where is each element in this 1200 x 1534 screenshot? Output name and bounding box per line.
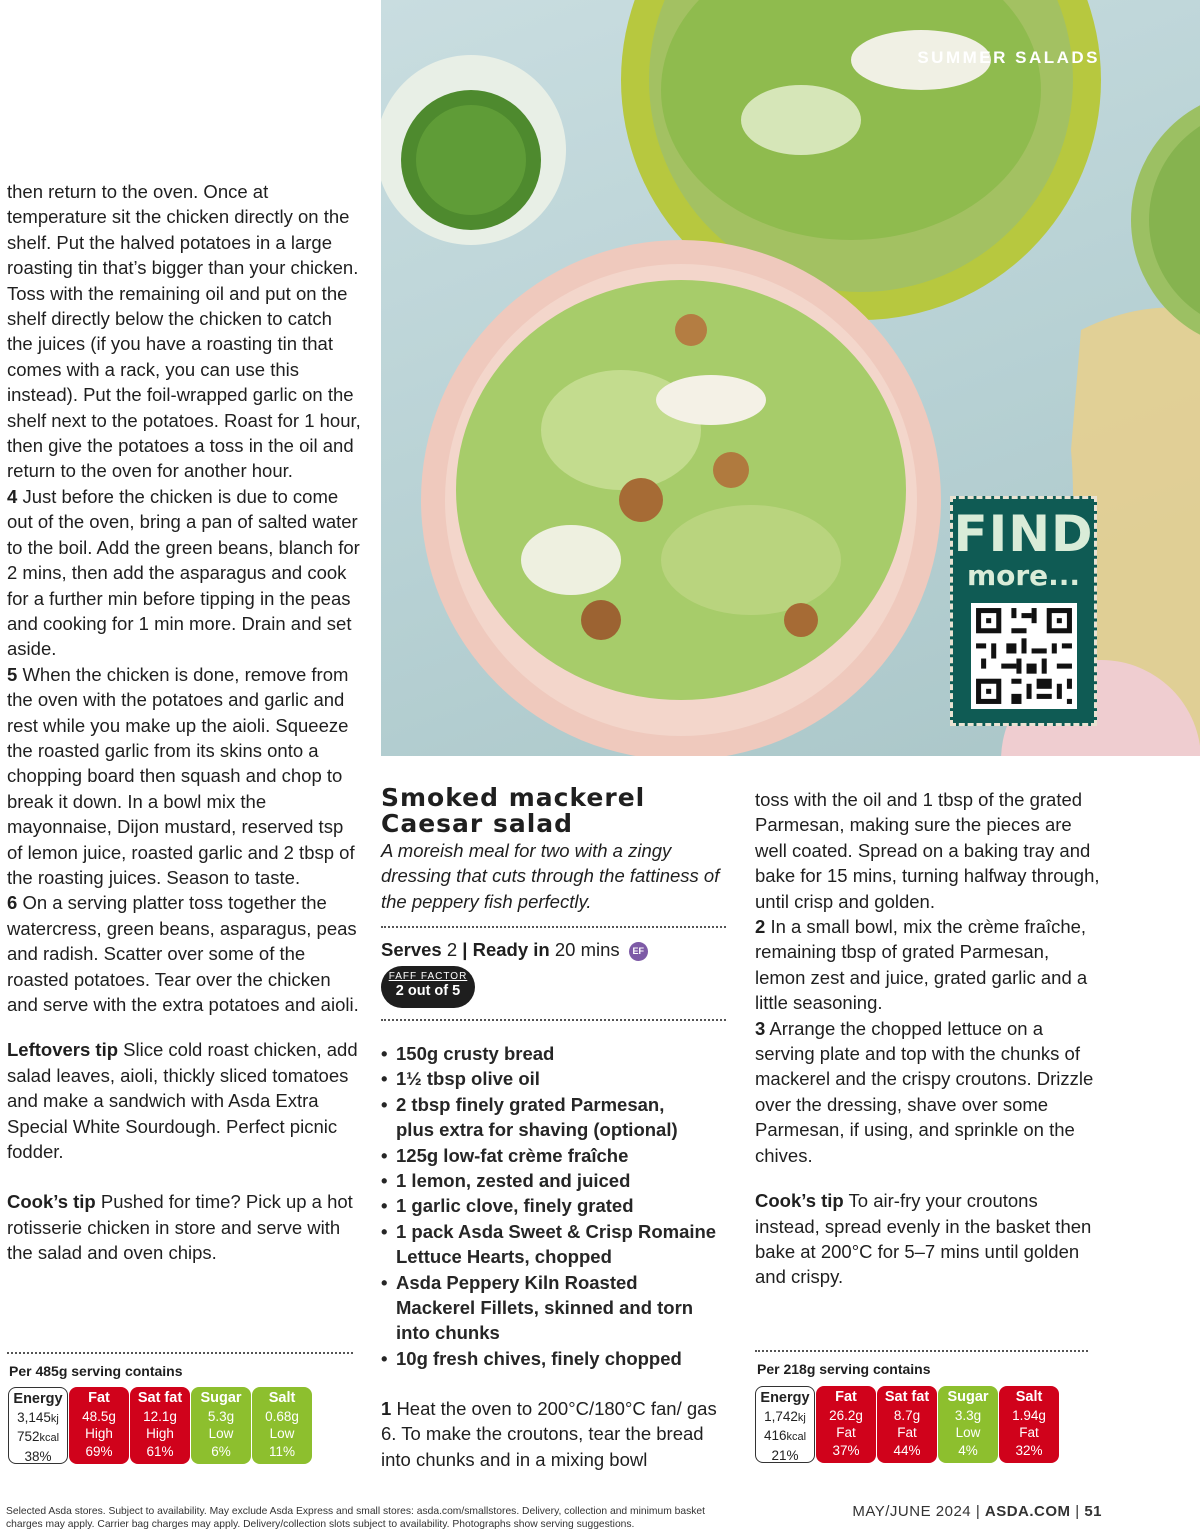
nutrition-title-right: Per 218g serving contains: [757, 1361, 931, 1377]
nutrition-level: High: [85, 1426, 113, 1441]
method-step-5: [7, 662, 362, 891]
nutrition-amount: 48.5g: [82, 1408, 116, 1424]
nutrition-label: Sugar: [200, 1390, 242, 1406]
nutrition-amount: 3.3g: [954, 1407, 982, 1423]
ef-badge-icon: EF: [629, 942, 648, 961]
step-number: 5: [7, 663, 18, 685]
nutrition-label: Fat: [835, 1389, 857, 1405]
nutrition-label: Sat fat: [884, 1389, 930, 1405]
method-step-3: [755, 1016, 1100, 1168]
nutrition-sat-fat: [877, 1386, 937, 1463]
nutrition-table-left: [8, 1387, 312, 1464]
step-number: 3: [755, 1017, 766, 1039]
list-item: • 125g low-fat crème fraîche: [381, 1143, 731, 1168]
energy-kcal: [9, 1428, 67, 1448]
nutrition-table-right: [755, 1386, 1059, 1463]
nutrition-energy: [8, 1387, 68, 1464]
step-number: 2: [755, 916, 766, 938]
nutrition-level: Low: [269, 1426, 295, 1441]
meta-separator: |: [462, 939, 468, 960]
list-item: • 2 tbsp finely grated Parmesan, plus extra for shaving (optional): [381, 1092, 686, 1143]
nutrition-label: Fat: [88, 1390, 110, 1406]
nutrition-pct: 61%: [146, 1443, 174, 1459]
method-continued: then return to the oven. Once at temperature sit the chicken directly on the shelf. Put the halved potatoes in a large roasting tin that’s bigger than your chicken. Toss with the remaining oil and put on the shelf directly below the chicken to catch the juices (if you have a roasting tin that comes with a rack, you can use this instead). Put the foil-wrapped garlic on the shelf next to the potatoes. Roast for 1 hour, then give the potatoes a toss in the oil and return to the oven for another hour.: [7, 181, 361, 482]
nutrition-label: Sugar: [947, 1389, 989, 1405]
kcal-value: 752: [16, 1429, 40, 1444]
nutrition-label: Salt: [268, 1390, 296, 1406]
nutrition-fat: [69, 1387, 129, 1464]
energy-kj: [756, 1408, 814, 1428]
find-more-title: FIND: [953, 505, 1094, 563]
nutrition-sugar: [938, 1386, 998, 1463]
nutrition-pct: 69%: [85, 1443, 113, 1459]
method-step-1: [381, 1396, 729, 1472]
section-label: SUMMER SALADS: [917, 48, 1100, 67]
left-column: [7, 179, 362, 1266]
kcal-unit: kcal: [786, 1431, 807, 1443]
find-more-badge[interactable]: [950, 496, 1097, 726]
recipe-intro: A moreish meal for two with a zingy dressing that cuts through the fattiness of the peppery fish perfectly.: [381, 840, 720, 912]
nutrition-level: Fat: [836, 1425, 856, 1440]
nutrition-amount: 12.1g: [143, 1408, 177, 1424]
energy-kj: [9, 1409, 67, 1429]
cooks-tip-left: [7, 1189, 362, 1265]
recipe-title-line1: Smoked mackerel: [381, 783, 646, 812]
step-text: Heat the oven to 200°C/180°C fan/ gas 6. To make the croutons, tear the bread into chunks and in a mixing bowl: [381, 1398, 717, 1470]
nutrition-level: Low: [208, 1426, 234, 1441]
nutrition-level: High: [146, 1426, 174, 1441]
qr-code-icon[interactable]: [971, 603, 1077, 709]
divider: [381, 1019, 726, 1021]
cooks-tip-right: [755, 1188, 1100, 1290]
leftovers-tip: [7, 1037, 362, 1164]
faff-factor-badge: [381, 966, 475, 1008]
tip-text: Pushed for time? Pick up a hot rotisserie chicken in store and serve with the salad and oven chips.: [7, 1191, 353, 1264]
right-column: [755, 787, 1100, 1290]
list-item: • 1½ tbsp olive oil: [381, 1066, 731, 1091]
nutrition-amount: 5.3g: [207, 1408, 235, 1424]
faff-value: 2 out of 5: [395, 983, 461, 999]
recipe-title-line2: Caesar salad: [381, 809, 574, 838]
nutrition-pct: 37%: [832, 1442, 860, 1458]
tip-text: Slice cold roast chicken, add salad leaves, aioli, thickly sliced tomatoes and make a sandwich with Asda Extra Special White Sourdough. Perfect picnic fodder.: [7, 1039, 358, 1163]
footer-page-info: [852, 1503, 1102, 1520]
nutrition-label: Energy: [760, 1390, 810, 1406]
footer-disclaimer: Selected Asda stores. Subject to availability. May exclude Asda Express and small stores: asda.com/smallstores. Delivery, collection and minimum basket charges may apply. Carrier bag charges may apply. Delivery/collection slots subject to availability. Photographs show serving suggestions.: [6, 1506, 705, 1530]
site-link[interactable]: ASDA.COM: [984, 1503, 1071, 1520]
kj-value: 3,145: [17, 1409, 51, 1425]
nutrition-amount: 1.94g: [1012, 1407, 1046, 1423]
nutrition-level: Low: [955, 1425, 981, 1440]
recipe-title: [381, 785, 645, 837]
method-step-4: [7, 484, 362, 662]
serves-value: 2: [446, 939, 458, 960]
divider: [755, 1350, 1088, 1352]
kj-unit: kj: [797, 1411, 806, 1424]
nutrition-pct: 32%: [1015, 1442, 1043, 1458]
list-item: • 10g fresh chives, finely chopped: [381, 1346, 731, 1371]
serves-label: Serves: [381, 939, 442, 960]
energy-pct: 38%: [24, 1448, 52, 1464]
step-number: 1: [381, 1398, 392, 1419]
step-text: When the chicken is done, remove from the oven with the potatoes and garlic and rest while you make up the aioli. Squeeze the roasted garlic from its skins onto a chopping board then squash and chop to break it down. In a bowl mix the mayonnaise, Dijon mustard, reserved tsp of lemon juice, roasted garlic and 2 tbsp of the roasting juices. Season to taste.: [7, 663, 355, 888]
nutrition-sat-fat: [130, 1387, 190, 1464]
ready-label: Ready in: [472, 939, 550, 960]
nutrition-pct: 11%: [268, 1443, 296, 1459]
kj-value: 1,742: [764, 1408, 798, 1424]
nutrition-amount: 26.2g: [829, 1407, 863, 1423]
nutrition-pct: 4%: [958, 1442, 978, 1458]
nutrition-title-left: Per 485g serving contains: [9, 1363, 183, 1379]
tip-label: Cook’s tip: [7, 1191, 96, 1213]
nutrition-salt: [252, 1387, 312, 1464]
kcal-unit: kcal: [39, 1432, 60, 1444]
nutrition-energy: [755, 1386, 815, 1463]
nutrition-label: Salt: [1015, 1389, 1043, 1405]
list-item: • Asda Peppery Kiln Roasted Mackerel Fillets, skinned and torn into chunks: [381, 1270, 701, 1346]
step-number: 4: [7, 485, 18, 507]
tip-label: Leftovers tip: [7, 1039, 119, 1061]
list-item: • 150g crusty bread: [381, 1041, 731, 1066]
ingredient-list: [381, 1041, 731, 1371]
ready-value: 20 mins: [554, 939, 620, 960]
footer-separator: |: [975, 1503, 981, 1520]
nutrition-level: Fat: [1019, 1425, 1039, 1440]
find-more-subtitle: more...: [966, 559, 1081, 592]
energy-kcal: [756, 1427, 814, 1447]
energy-pct: 21%: [771, 1447, 799, 1463]
method-step-2: [755, 914, 1100, 1016]
nutrition-pct: 6%: [211, 1443, 231, 1459]
kcal-value: 416: [763, 1428, 787, 1443]
nutrition-label: Energy: [13, 1391, 63, 1407]
footer-separator: |: [1075, 1503, 1080, 1520]
step-text: On a serving platter toss together the watercress, green beans, asparagus, peas and radish. Scatter over some of the roasted potatoes. Tear over the chicken and serve with the extra potatoes and aioli.: [7, 892, 359, 1015]
step-text: Just before the chicken is due to come out of the oven, bring a pan of salted water to the boil. Add the green beans, blanch for 2 mins, then add the asparagus and cook for a further min before tipping in the peas and cooking for 1 min more. Drain and set aside.: [7, 485, 360, 660]
list-item: • 1 lemon, zested and juiced: [381, 1168, 731, 1193]
step-text: In a small bowl, mix the crème fraîche, remaining tbsp of grated Parmesan, lemon zest and juice, grated garlic and a little seasoning.: [755, 916, 1088, 1014]
step-text: Arrange the chopped lettuce on a serving plate and top with the chunks of mackerel and the crispy croutons. Drizzle over the dressing, shave over some Parmesan, if using, and sprinkle on the chives.: [755, 1017, 1094, 1166]
recipe-meta: [381, 939, 648, 961]
divider: [381, 926, 726, 928]
faff-label: FAFF FACTOR: [388, 971, 468, 982]
nutrition-amount: 8.7g: [893, 1407, 921, 1423]
issue-date: MAY/JUNE 2024: [852, 1503, 972, 1520]
kj-unit: kj: [50, 1412, 59, 1425]
nutrition-amount: 0.68g: [265, 1408, 299, 1424]
nutrition-label: Sat fat: [137, 1390, 183, 1406]
nutrition-level: Fat: [897, 1425, 917, 1440]
list-item: • 1 garlic clove, finely grated: [381, 1193, 731, 1218]
tip-label: Cook’s tip: [755, 1190, 844, 1212]
divider: [7, 1352, 353, 1354]
method-step-1-continued: toss with the oil and 1 tbsp of the grated Parmesan, making sure the pieces are well coated. Spread on a baking tray and bake for 15 mins, turning halfway through, until crisp and golden.: [755, 789, 1100, 912]
page-number: 51: [1084, 1503, 1102, 1520]
list-item: • 1 pack Asda Sweet & Crisp Romaine Lettuce Hearts, chopped: [381, 1219, 726, 1270]
tip-text: To air-fry your croutons instead, spread evenly in the basket then bake at 200°C for 5–7 mins until golden and crispy.: [755, 1190, 1092, 1288]
nutrition-sugar: [191, 1387, 251, 1464]
nutrition-fat: [816, 1386, 876, 1463]
nutrition-salt: [999, 1386, 1059, 1463]
step-number: 6: [7, 892, 18, 914]
method-step-6: [7, 890, 362, 1017]
nutrition-pct: 44%: [893, 1442, 921, 1458]
